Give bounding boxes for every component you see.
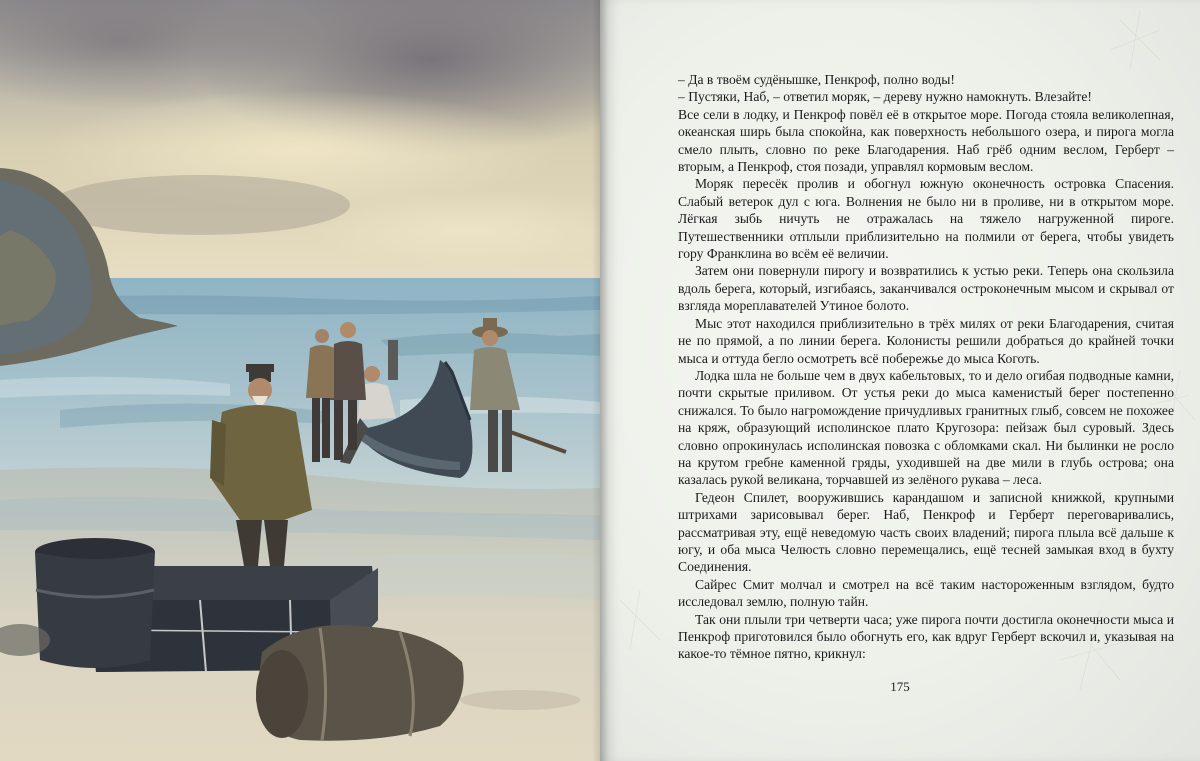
- paragraph: Все сели в лодку, и Пенкроф повёл её в открытое море. Погода стояла великолепная, океанская ширь была спокойна, как поверхность небольшого озера, и пирога могла смело плыть, словно по реке Благодарения. Наб грёб одним веслом, Герберт – вторым, а Пенкроф, стоя позади, управлял кормовым веслом.: [678, 106, 1174, 175]
- paragraph: Гедеон Спилет, вооружившись карандашом и записной книжкой, крупными штрихами зарисовывал берег. Наб, Пенкроф и Герберт переговаривались, рассматривая эту, ещё неведомую часть своих владений; пирога плыла всё дальше к югу, и оба мыса Челюсть словно перемещались, ещё тесней замыкая вход в бухту Соединения.: [678, 489, 1174, 575]
- page-number: 175: [890, 679, 910, 694]
- paragraph: – Да в твоём судёнышке, Пенкроф, полно воды!: [678, 72, 955, 87]
- paragraph: Затем они повернули пирогу и возвратились к устью реки. Теперь она скользила вдоль берега, который, изгибаясь, заканчивался остроконечным мысом и скрывал от взгляда мореплавателей Утиное болото.: [678, 263, 1174, 314]
- paragraph: Так они плыли три четверти часа; уже пирога почти достигла оконечности мыса и Пенкроф приготовился было обогнуть его, как вдруг Герберт вскочил и, указывая на какое-то тёмное пятно, крикнул:: [678, 611, 1174, 662]
- paragraph: Сайрес Смит молчал и смотрел на всё таким настороженным взглядом, будто исследовал землю, полную тайн.: [678, 576, 1174, 610]
- paragraph: – Пустяки, Наб, – ответил моряк, – дереву нужно намокнуть. Влезайте!: [678, 89, 1092, 105]
- text-page: [600, 0, 1200, 761]
- paragraph: Лодка шла не больше чем в двух кабельтовых, то и дело огибая подводные камни, почти скрытые приливом. От устья реки до мыса каменистый берег постепенно снижался. То было нагромождение причудливых гранитных глыб, совсем не похожее на кряж, образующий исполинское плато Кругозора: пейзаж был суровый. Здесь словно опрокинулась исполинская повозка с обломками скал. Ни былинки не росло на крутом гребне каменной гряды, уходившей на две мили в глубь острова; она казалась рукой великана, торчавшей из зелёного рукава – леса.: [678, 367, 1174, 488]
- paragraph: Моряк пересёк пролив и обогнул южную оконечность островка Спасения. Слабый ветерок дул с юга. Волнения не было ни в проливе, ни в открытом море. Лёгкая зыбь ничуть не отражалась на тяжело нагруженной пироге. Путешественники отплыли приблизительно на полмили от берега, чтобы увидеть гору Франклина во всём её величии.: [678, 176, 1174, 262]
- body-text: [678, 71, 1174, 663]
- paragraph: Мыс этот находился приблизительно в трёх милях от реки Благодарения, считая не по прямой, а по линии берега. Колонисты решили добраться до крайней точки мыса и оттуда бегло осмотреть всё побережье до мыса Коготь.: [678, 315, 1174, 366]
